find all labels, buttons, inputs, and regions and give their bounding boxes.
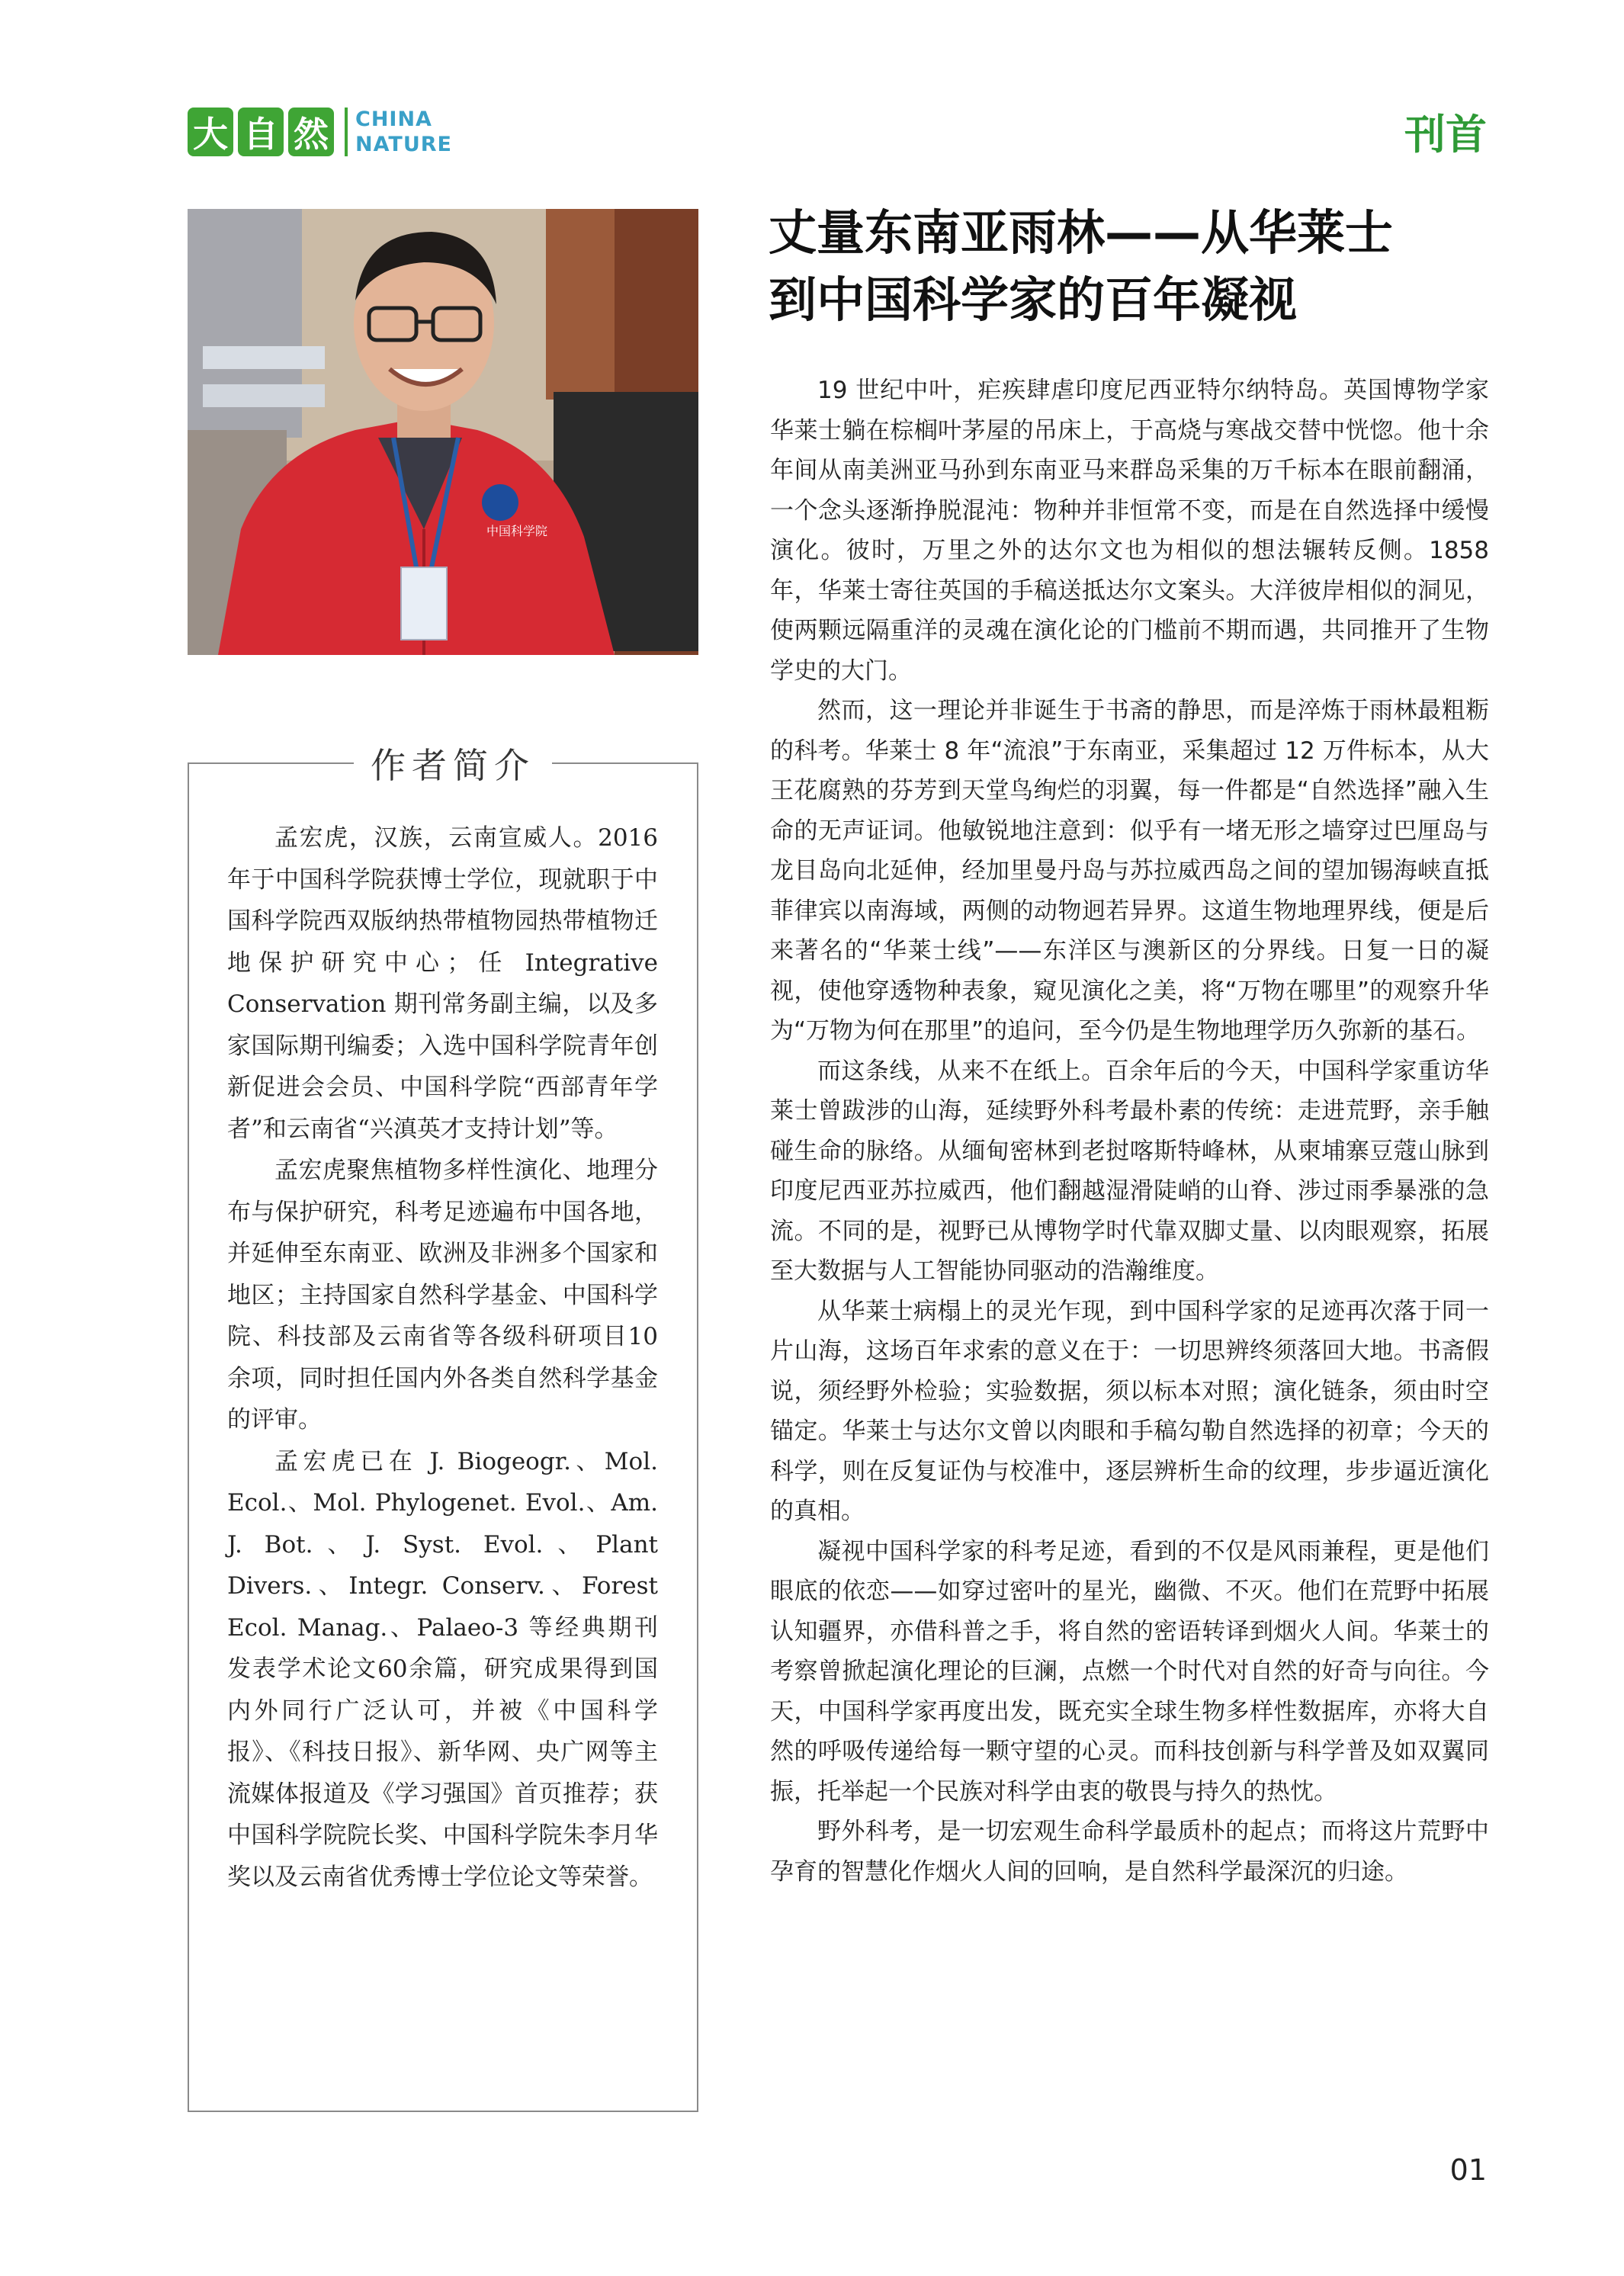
bio-heading: 作者简介 — [354, 738, 552, 788]
bio-paragraph: 孟宏虎聚焦植物多样性演化、地理分布与保护研究，科考足迹遍布中国各地，并延伸至东南亚、欧洲及非洲多个国家和地区；主持国家自然科学基金、中国科学院、科技部及云南省等各级科研项目10余项，同时担任国内外各类自然科学基金的评审。 — [227, 1157, 658, 1433]
article-paragraph: 19 世纪中叶，疟疾肆虐印度尼西亚特尔纳特岛。英国博物学家华莱士躺在棕榈叶茅屋的吊床上，于高烧与寒战交替中恍惚。他十余年间从南美洲亚马孙到东南亚马来群岛采集的万千标本在眼前翻涌，一个念头逐渐挣脱混沌：物种并非恒常不变，而是在自然选择中缓慢演化。彼时，万里之外的达尔文也为相似的想法辗转反侧。1858 年，华莱士寄往英国的手稿送抵达尔文案头。大洋彼岸相似的洞见，使两颗远隔重洋的灵魂在演化论的门槛前不期而遇，共同推开了生物学史的大门。 — [770, 377, 1489, 685]
logo-divider — [345, 108, 348, 156]
bio-paragraph: 孟宏虎已在 J. Biogeogr.、Mol. Ecol.、Mol. Phylogenet. Evol.、Am. J. Bot.、J. Syst. Evol.、Plant Divers.、Integr. Conserv.、Forest Ecol. Manag.、Palaeo-3 等经典期刊发表学术论文60余篇，研究成果得到国内外同行广泛认可，并被《中国科学报》、《科技日报》、新华网、央广网等主流媒体报道及《学习强国》首页推荐；获中国科学院院长奖、中国科学院朱李月华奖以及云南省优秀博士学位论文等荣誉。 — [227, 1447, 658, 1891]
article-title — [769, 200, 1500, 334]
author-photo-illustration — [188, 209, 698, 655]
article-body — [770, 371, 1489, 1892]
article-title-line2: 到中国科学家的百年凝视 — [769, 272, 1297, 328]
page-number: 01 — [1449, 2153, 1487, 2187]
article-paragraph: 凝视中国科学家的科考足迹，看到的不仅是风雨兼程，更是他们眼底的依恋——如穿过密叶的星光，幽微、不灭。他们在荒野中拓展认知疆界，亦借科普之手，将自然的密语转译到烟火人间。华莱士的考察曾掀起演化理论的巨澜，点燃一个时代对自然的好奇与向往。今天，中国科学家再度出发，既充实全球生物多样性数据库，亦将大自然的呼吸传递给每一颗守望的心灵。而科技创新与科学普及如双翼同振，托举起一个民族对科学由衷的敬畏与持久的热忱。 — [770, 1537, 1489, 1806]
logo-en-line1: CHINA — [355, 108, 432, 131]
article-paragraph: 然而，这一理论并非诞生于书斋的静思，而是淬炼于雨林最粗粝的科考。华莱士 8 年“流浪”于东南亚，采集超过 12 万件标本，从大王花腐熟的芬芳到天堂鸟绚烂的羽翼，每一件都是“自然选择”融入生命的无声证词。他敏锐地注意到：似乎有一堵无形之墙穿过巴厘岛与龙目岛向北延伸，经加里曼丹岛与苏拉威西岛之间的望加锡海峡直抵菲律宾以南海域，两侧的动物迥若异界。这道生物地理界线，便是后来著名的“华莱士线”——东洋区与澳新区的分界线。日复一日的凝视，使他穿透物种表象，窥见演化之美，将“万物在哪里”的观察升华为“万物为何在那里”的追问，至今仍是生物地理学历久弥新的基石。 — [770, 697, 1489, 1045]
logo-tile-3: 然 — [288, 108, 334, 156]
bio-paragraph: 孟宏虎，汉族，云南宣威人。2016年于中国科学院获博士学位，现就职于中国科学院西双版纳热带植物园热带植物迁地保护研究中心；任 Integrative Conservation 期刊常务副主编，以及多家国际期刊编委；入选中国科学院青年创新促进会会员、中国科学院“西部青年学者”和云南省“兴滇英才支持计划”等。 — [227, 824, 658, 1143]
bio-body — [227, 817, 658, 1898]
logo-en-line2: NATURE — [355, 133, 452, 156]
magazine-logo — [188, 105, 452, 159]
logo-english — [355, 107, 452, 157]
jacket-logo-text: 中国科学院 — [486, 524, 548, 538]
logo-chinese-tiles — [188, 108, 334, 156]
article-paragraph: 而这条线，从来不在纸上。百余年后的今天，中国科学家重访华莱士曾跋涉的山海，延续野外科考最朴素的传统：走进荒野，亲手触碰生命的脉络。从缅甸密林到老挝喀斯特峰林，从柬埔寨豆蔻山脉到印度尼西亚苏拉威西，他们翻越湿滑陡峭的山脊、涉过雨季暴涨的急流。不同的是，视野已从博物学时代靠双脚丈量、以肉眼观察，拓展至大数据与人工智能协同驱动的浩瀚维度。 — [770, 1057, 1489, 1285]
article-title-line1: 丈量东南亚雨林——从华莱士 — [769, 205, 1393, 261]
author-bio-box — [188, 745, 698, 2112]
logo-tile-1: 大 — [188, 108, 233, 156]
author-photo — [188, 209, 698, 655]
section-label: 刊首 — [1404, 111, 1487, 159]
article-paragraph: 野外科考，是一切宏观生命科学最质朴的起点；而将这片荒野中孕育的智慧化作烟火人间的回响，是自然科学最深沉的归途。 — [770, 1818, 1489, 1886]
logo-tile-2: 自 — [238, 108, 284, 156]
article-paragraph: 从华莱士病榻上的灵光乍现，到中国科学家的足迹再次落于同一片山海，这场百年求索的意义在于：一切思辨终须落回大地。书斋假说，须经野外检验；实验数据，须以标本对照；演化链条，须由时空锚定。华莱士与达尔文曾以肉眼和手稿勾勒自然选择的初章；今天的科学，则在反复证伪与校准中，逐层辨析生命的纹理，步步逼近演化的真相。 — [770, 1297, 1489, 1525]
